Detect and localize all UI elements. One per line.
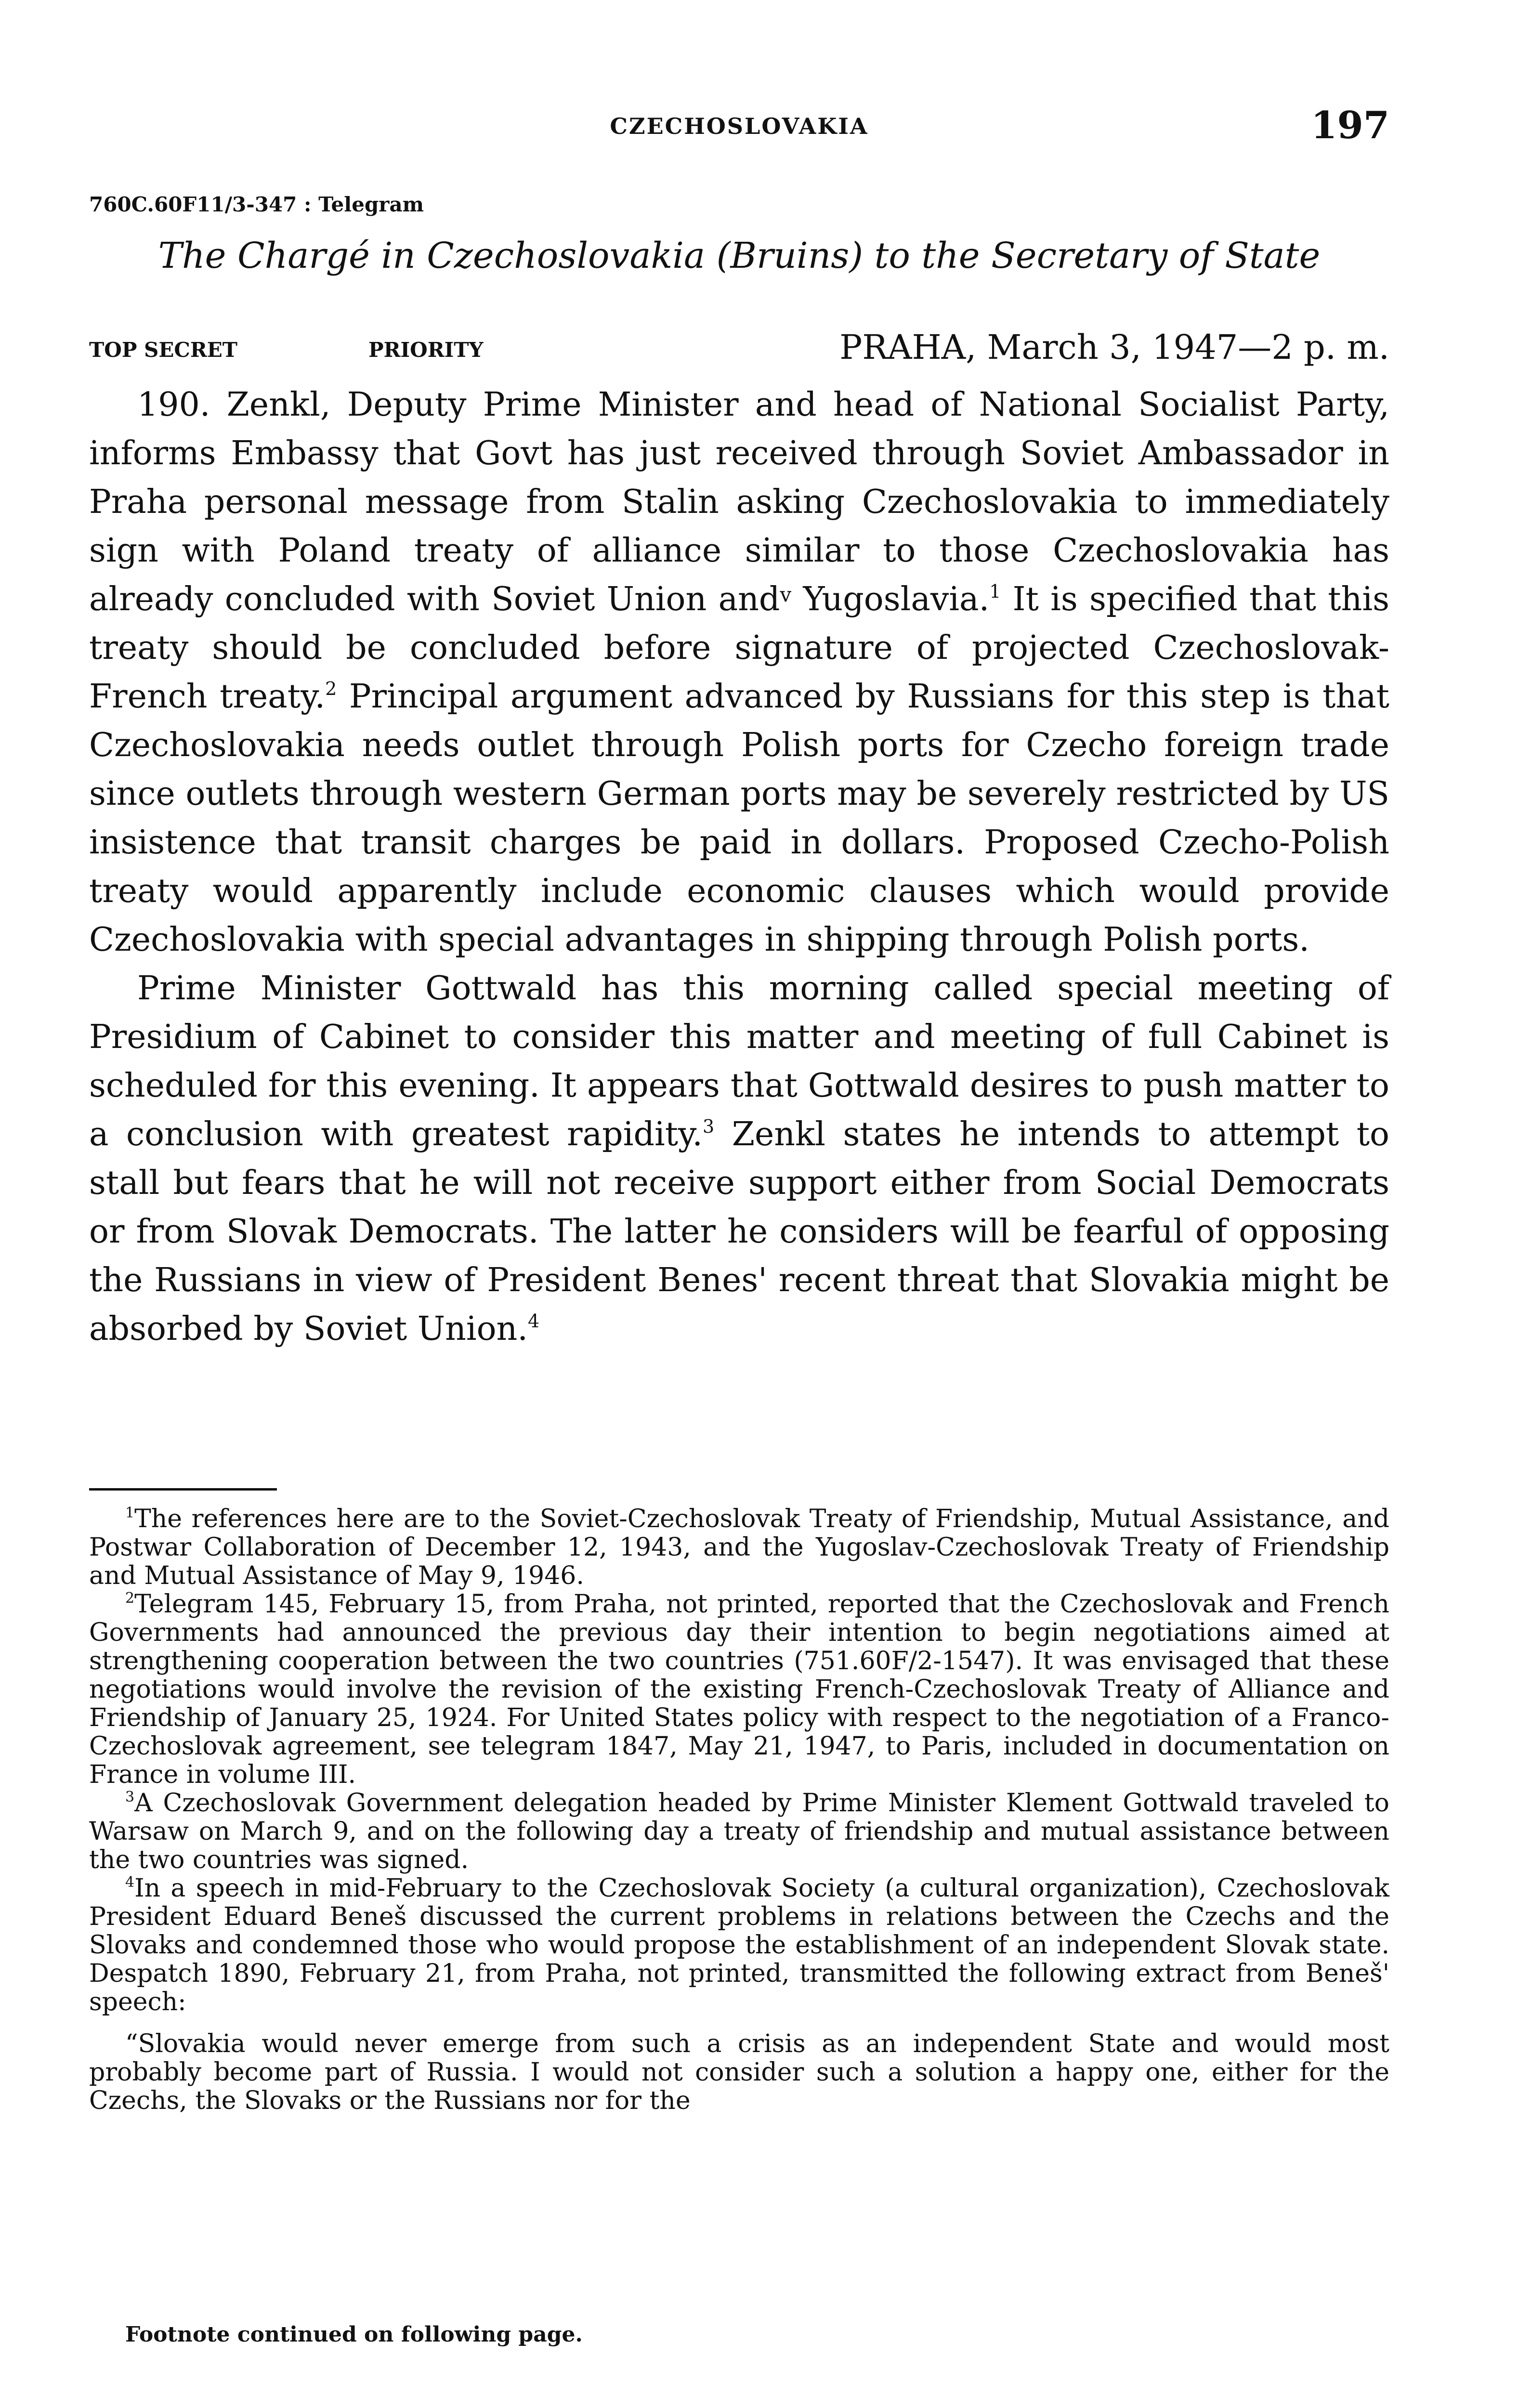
footnote	[89, 1505, 1389, 1590]
footnote-text: A Czechoslovak Government delegation headed by Prime Minister Klement Gottwald traveled to Warsaw on March 9, and on the following day a treaty of friendship and mutual assistance between the two countries was signed.	[89, 1789, 1389, 1874]
body-text-segment: Zenkl states he intends to attempt to stall but fears that he will not receive support either from Social Democrats or from Slovak Democrats. The latter he considers will be fearful of opposing the Russians in view of President Benes' recent threat that Slovakia might be absorbed by Soviet Union.	[89, 1115, 1389, 1348]
footnote-number: 4	[125, 1874, 135, 1891]
running-head	[89, 104, 1389, 147]
continued-note: Footnote continued on following page.	[125, 2322, 583, 2347]
footnote	[89, 1789, 1389, 1874]
body-paragraph-2	[89, 964, 1389, 1353]
running-title: CZECHOSLOVAKIA	[610, 113, 869, 139]
telegram-header	[89, 327, 1389, 371]
body-text-segment: Yugoslavia.	[791, 580, 990, 618]
footnote	[89, 1874, 1389, 2016]
footnote-number: 1	[125, 1505, 135, 1521]
body-text-segment: It is specified that this treaty should be concluded before signature of projected Czechoslovak-French treaty.	[89, 580, 1389, 716]
footnote-ref[interactable]: 4	[527, 1310, 540, 1332]
footnote-ref[interactable]: 3	[703, 1116, 715, 1137]
file-reference: 760C.60F11/3-347 : Telegram	[89, 193, 424, 216]
footnote-number: 2	[125, 1590, 135, 1607]
telegram-body	[89, 380, 1389, 1353]
footnote-text: The references here are to the Soviet-Czechoslovak Treaty of Friendship, Mutual Assistance, and Postwar Collaboration of December 12, 1943, and the Yugoslav-Czechoslovak Treaty of Friendship and Mutual Assistance of May 9, 1946.	[89, 1505, 1389, 1590]
footnote-text: In a speech in mid-February to the Czechoslovak Society (a cultural organization), Czechoslovak President Eduard Beneš discussed the current problems in relations between the Czechs and the Slovaks and condemned those who would propose the establishment of an independent Slovak state. Despatch 1890, February 21, from Praha, not printed, transmitted the following extract from Beneš' speech:	[89, 1874, 1389, 2016]
priority-label: PRIORITY	[368, 338, 484, 362]
footnote-ref[interactable]: 2	[325, 678, 337, 699]
document-title: The Chargé in Czechoslovakia (Bruins) to the Secretary of State	[158, 235, 1321, 276]
footnote-quote: “Slovakia would never emerge from such a crisis as an independent State and would most probably become part of Russia. I would not consider such a solution a happy one, either for the Czechs, the Slovaks or the Russians nor for the	[89, 2029, 1389, 2115]
body-text-segment: 190. Zenkl, Deputy Prime Minister and head of National Socialist Party, informs Embassy that Govt has just received through Soviet Ambassador in Praha personal message from Stalin asking Czechoslovakia to immediately sign with Poland treaty of alliance similar to those Czechoslovakia has already concluded with Soviet Union and	[89, 386, 1389, 618]
footnote-divider	[89, 1488, 277, 1491]
body-paragraph-1	[89, 380, 1389, 964]
footnotes	[89, 1505, 1389, 2115]
footnote-text: Telegram 145, February 15, from Praha, not printed, reported that the Czechoslovak and French Governments had announced the previous day their intention to begin negotiations aimed at strengthening cooperation between the two countries (751.60F/2-1547). It was envisaged that these negotiations would involve the revision of the existing French-Czechoslovak Treaty of Alliance and Friendship of January 25, 1924. For United States policy with respect to the negotiation of a Franco-Czechoslovak agreement, see telegram 1847, May 21, 1947, to Paris, included in documentation on France in volume III.	[89, 1590, 1389, 1789]
page-number: 197	[1311, 104, 1389, 147]
footnote-ref[interactable]: 1	[989, 581, 1001, 602]
footnote-number: 3	[125, 1789, 135, 1806]
footnote	[89, 1590, 1389, 1789]
classification-label: TOP SECRET	[89, 338, 237, 362]
margin-mark: v	[780, 583, 792, 606]
dateline: PRAHA, March 3, 1947—2 p. m.	[839, 327, 1389, 367]
document-page	[89, 0, 1389, 2408]
body-text-segment: Principal argument advanced by Russians for this step is that Czechoslovakia needs outlet through Polish ports for Czecho foreign trade since outlets through western German ports may be severely restricted by US insistence that transit charges be paid in dollars. Proposed Czecho-Polish treaty would apparently include economic clauses which would provide Czechoslovakia with special advantages in shipping through Polish ports.	[89, 678, 1389, 959]
body-text-segment: Prime Minister Gottwald has this morning called special meeting of Presidium of Cabinet to consider this matter and meeting of full Cabinet is scheduled for this evening. It appears that Gottwald desires to push matter to a conclusion with greatest rapidity.	[89, 969, 1389, 1153]
